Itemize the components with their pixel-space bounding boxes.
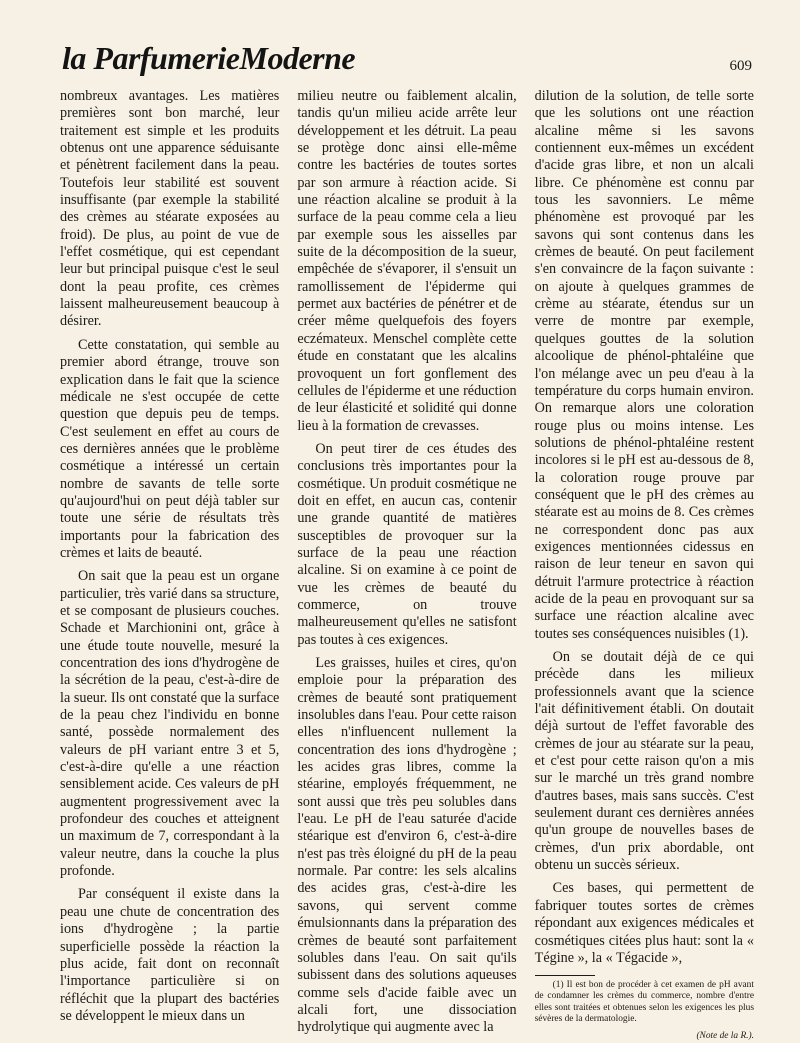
paragraph: nombreux avantages. Les matières premières sont bon marché, leur traitement est simple et les produits obtenus ont une apparence séduisante et pénètrent facilement dans la peau. Toutefois leur stabilité est souvent insuffisante (par exemple la stabilité des crèmes au stéarate exposées au froid). De plus, au point de vue de l'effet cosmétique, qui est cependant leur but principal puisque c'est le seul dont la peau profite, ces crèmes laissent malheureusement beaucoup à désirer. xyxy=(60,88,280,330)
paragraph: Les graisses, huiles et cires, qu'on emploie pour la préparation des crèmes de beauté sont pratiquement insolubles dans l'eau. Pour cette raison elles n'influencent nullement la concentration des ions d'hydrogène ; les acides gras libres, comme la stéarine, employés fréquemment, ne sont aussi que très peu solubles dans l'eau. Le pH de l'eau saturée d'acide stéarique est d'environ 6, c'est-à-dire n'est pas très éloigné du pH de la peau normale. Par contre: les sels alcalins des acides gras, c'est-à-dire les savons, qui servent comme émulsionnants dans la préparation des crèmes de beauté sont parfaitement solubles dans l'eau. On sait qu'ils subissent dans des solutions aqueuses comme sels d'acide faible avec un alcali fort, une dissociation hydrolytique qui augmente avec la xyxy=(297,655,517,1036)
paragraph: Par conséquent il existe dans la peau une chute de concentration des ions d'hydrogène ; la partie superficielle possède la réaction la plus acide, fait dont on reconnaît l'importance particulière si on réfléchit que la plupart des bactéries se développent le mieux dans un xyxy=(60,886,280,1024)
paragraph: Ces bases, qui permettent de fabriquer toutes sortes de crèmes répondant aux exigences médicales et cosmétiques citées plus haut: sont la « Tégine », la « Tégacide », xyxy=(534,880,754,966)
column-middle xyxy=(297,88,517,1036)
column-left xyxy=(60,88,280,1024)
paragraph: Cette constatation, qui semble au premier abord étrange, trouve son explication dans le fait que la science médicale ne s'est occupée de cette question que depuis peu de temps. C'est seulement en effet au cours de ces dernières années que le problème cosmétique a intéressé un certain nombre de savants de telle sorte qu'aujourd'hui on peut déjà tabler sur toute une série de résultats très importants pour la fabrication des crèmes et laits de beauté. xyxy=(60,336,280,561)
footnote-attribution: (Note de la R.). xyxy=(696,1031,754,1042)
paragraph: On sait que la peau est un organe particulier, très varié dans sa structure, et se composant de plusieurs couches. Schade et Marchionini ont, grâce à une étude toute nouvelle, mesuré la concentration des ions d'hydrogène de la sécrétion de la peau, c'est-à-dire de la sueur. Ils ont constaté que la surface de la peau chez l'individu en bonne santé, possède normalement des valeurs de pH variant entre 3 et 5, c'est-à-dire qu'elle a une réaction sensiblement acide. Ces valeurs de pH augmentent progressivement avec la profondeur des couches et atteignent un maximum de 7, correspondant à la valeur neutre, dans la couche la plus profonde. xyxy=(60,568,280,880)
page-number: 609 xyxy=(729,58,752,74)
paragraph: dilution de la solution, de telle sorte que les solutions ont une réaction alcaline même si les savons contiennent eux-mêmes un excédent d'acide gras libre, et non un alcali libre. Ce phénomène est connu par tous les savonniers. Le même phénomène est provoqué par les savons qui sont contenus dans les crèmes de beauté. On peut facilement s'en convaincre de la façon suivante : on ajoute à quelques grammes de crème au stéarate, étendus sur un verre de montre par exemple, quelques gouttes de la solution alcoolique de phénol-phtaléine que l'on mélange avec un peu d'eau à la température du corps humain environ. On remarque alors une coloration rouge plus ou moins intense. Les solutions de phénol-phtaléine restent incolores si le pH est au-dessous de 8, la coloration rouge prouve par conséquent que le pH des crèmes au stéarate est au moins de 8. Ces crèmes ne correspondent donc pas aux exigences mentionnées cidessus en raison de leur teneur en savon qui détruit l'armure protectrice à réaction acide de la peau en provoquant sur sa surface une réaction alcaline avec toutes ses conséquences nuisibles (1). xyxy=(534,88,754,642)
footnote-text: (1) Il est bon de procéder à cet examen de pH avant de condamner les crèmes du commerce, nombre d'entre elles sont traitées et obtenues selon les exigences les plus sévères de la dermatologie. xyxy=(534,980,754,1025)
paragraph: milieu neutre ou faiblement alcalin, tandis qu'un milieu acide arrête leur développement et les détruit. La peau se protège donc ainsi elle-même contre les bactéries de toutes sortes par son armure à réaction acide. Si une réaction alcaline se produit à la surface de la peau comme cela a lieu par exemple sous les aisselles par suite de la décomposition de la sueur, empêchée de s'évaporer, il s'ensuit un ramollissement de l'épiderme qui permet aux bactéries de pénétrer et de créer même quelquefois des foyers eczémateux. Menschel complète cette étude en constatant que les alcalins provoquent un fort gonflement des cellules de l'épiderme et une réduction de leur élasticité et solidité qui donne lieu à la formation de crevasses. xyxy=(297,88,517,434)
journal-masthead: la ParfumerieModerne xyxy=(62,40,356,76)
footnote-divider xyxy=(535,975,595,976)
paragraph: On peut tirer de ces études des conclusions très importantes pour la cosmétique. Un produit cosmétique ne doit en effet, en aucun cas, contenir une grande quantité de matières susceptibles de provoquer sur la surface de la peau une réaction alcaline. Si on examine à ce point de vue les crèmes de beauté du commerce, on trouve malheureusement qu'elles ne satisfont pas toutes à ces exigences. xyxy=(297,440,517,648)
paragraph: On se doutait déjà de ce qui précède dans les milieux professionnels avant que la science l'ait définitivement établi. On doutait déjà surtout de l'effet favorable des crèmes de jour au stéarate sur la peau, et c'est pour cette raison qu'on a mis sur le marché un très grand nombre d'autres bases, mais sans succès. C'est seulement durant ces dernières années qu'un groupe de nouvelles bases de crèmes, d'un prix abordable, ont obtenu un succès sérieux. xyxy=(534,649,754,874)
column-right xyxy=(534,88,754,1042)
text-columns xyxy=(60,88,754,1042)
